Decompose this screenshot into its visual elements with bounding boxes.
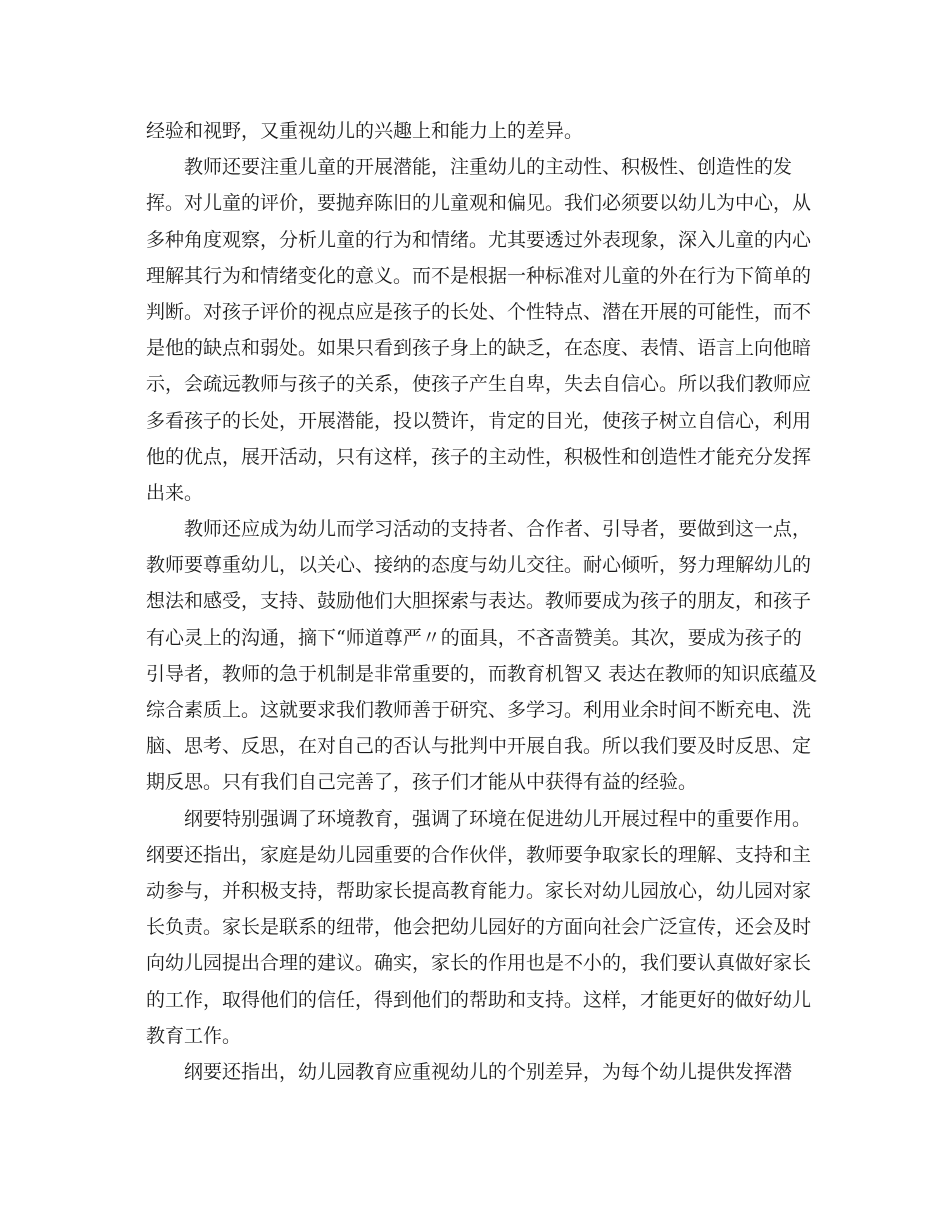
text-line: 判断。对孩子评价的视点应是孩子的长处、个性特点、潜在开展的可能性，而不 — [146, 300, 812, 323]
text-line: 的工作，取得他们的信任，得到他们的帮助和支持。这样，才能更好的做好幼儿 — [146, 988, 812, 1011]
text-line: 引导者，教师的急于机制是非常重要的，而教育机智又 表达在教师的知识底蕴及 — [146, 662, 818, 685]
text-line: 想法和感受，支持、鼓励他们大胆探索与表达。教师要成为孩子的朋友，和孩子 — [146, 590, 812, 613]
text-line: 纲要还指出，幼儿园教育应重视幼儿的个别差异，为每个幼儿提供发挥潜 — [184, 1060, 793, 1083]
text-line: 有心灵上的沟通，摘下“师道尊严〃的面具，不吝啬赞美。其次，要成为孩子的 — [146, 626, 802, 649]
text-line: 期反思。只有我们自己完善了，孩子们才能从中获得有益的经验。 — [146, 771, 698, 794]
text-line: 教师还应成为幼儿而学习活动的支持者、合作者、引导者，要做到这一点， — [184, 518, 812, 541]
text-line: 多种角度观察，分析儿童的行为和情绪。尤其要透过外表现象，深入儿童的内心 — [146, 228, 812, 251]
text-line: 他的优点，展开活动，只有这样，孩子的主动性，积极性和创造性才能充分发挥 — [146, 445, 812, 468]
text-line: 理解其行为和情绪变化的意义。而不是根据一种标准对儿童的外在行为下简单的 — [146, 264, 812, 287]
text-line: 示，会疏远教师与孩子的关系，使孩子产生自卑，失去自信心。所以我们教师应 — [146, 373, 812, 396]
text-line: 教育工作。 — [146, 1024, 242, 1047]
text-line: 教师要尊重幼儿，以关心、接纳的态度与幼儿交往。耐心倾听，努力理解幼儿的 — [146, 554, 812, 577]
text-line: 脑、思考、反思，在对自己的否认与批判中开展自我。所以我们要及时反思、定 — [146, 735, 812, 758]
text-line: 向幼儿园提出合理的建议。确实，家长的作用也是不小的，我们要认真做好家长 — [146, 952, 812, 975]
text-line: 出来。 — [146, 481, 204, 504]
text-line: 是他的缺点和弱处。如果只看到孩子身上的缺乏，在态度、表情、语言上向他暗 — [146, 337, 812, 360]
text-line: 纲要还指出，家庭是幼儿园重要的合作伙伴，教师要争取家长的理解、支持和主 — [146, 843, 812, 866]
text-line: 综合素质上。这就要求我们教师善于研究、多学习。利用业余时间不断充电、洗 — [146, 699, 812, 721]
text-line: 经验和视野，又重视幼儿的兴趣上和能力上的差异。 — [146, 120, 584, 142]
text-line: 长负责。家长是联系的纽带，他会把幼儿园好的方面向社会广泛宣传，还会及时 — [146, 916, 812, 939]
text-line: 多看孩子的长处，开展潜能，投以赞许，肯定的目光，使孩子树立自信心，利用 — [146, 409, 812, 432]
text-line: 动参与，并积极支持，帮助家长提高教育能力。家长对幼儿园放心，幼儿园对家 — [146, 879, 812, 902]
text-line: 纲要特别强调了环境教育，强调了环境在促进幼儿开展过程中的重要作用。 — [184, 807, 812, 830]
document-body — [146, 113, 816, 1090]
text-line: 挥。对儿童的评价，要抛弃陈旧的儿童观和偏见。我们必须要以幼儿为中心，从 — [146, 192, 812, 215]
text-line: 教师还要注重儿童的开展潜能，注重幼儿的主动性、积极性、创造性的发 — [184, 156, 793, 179]
